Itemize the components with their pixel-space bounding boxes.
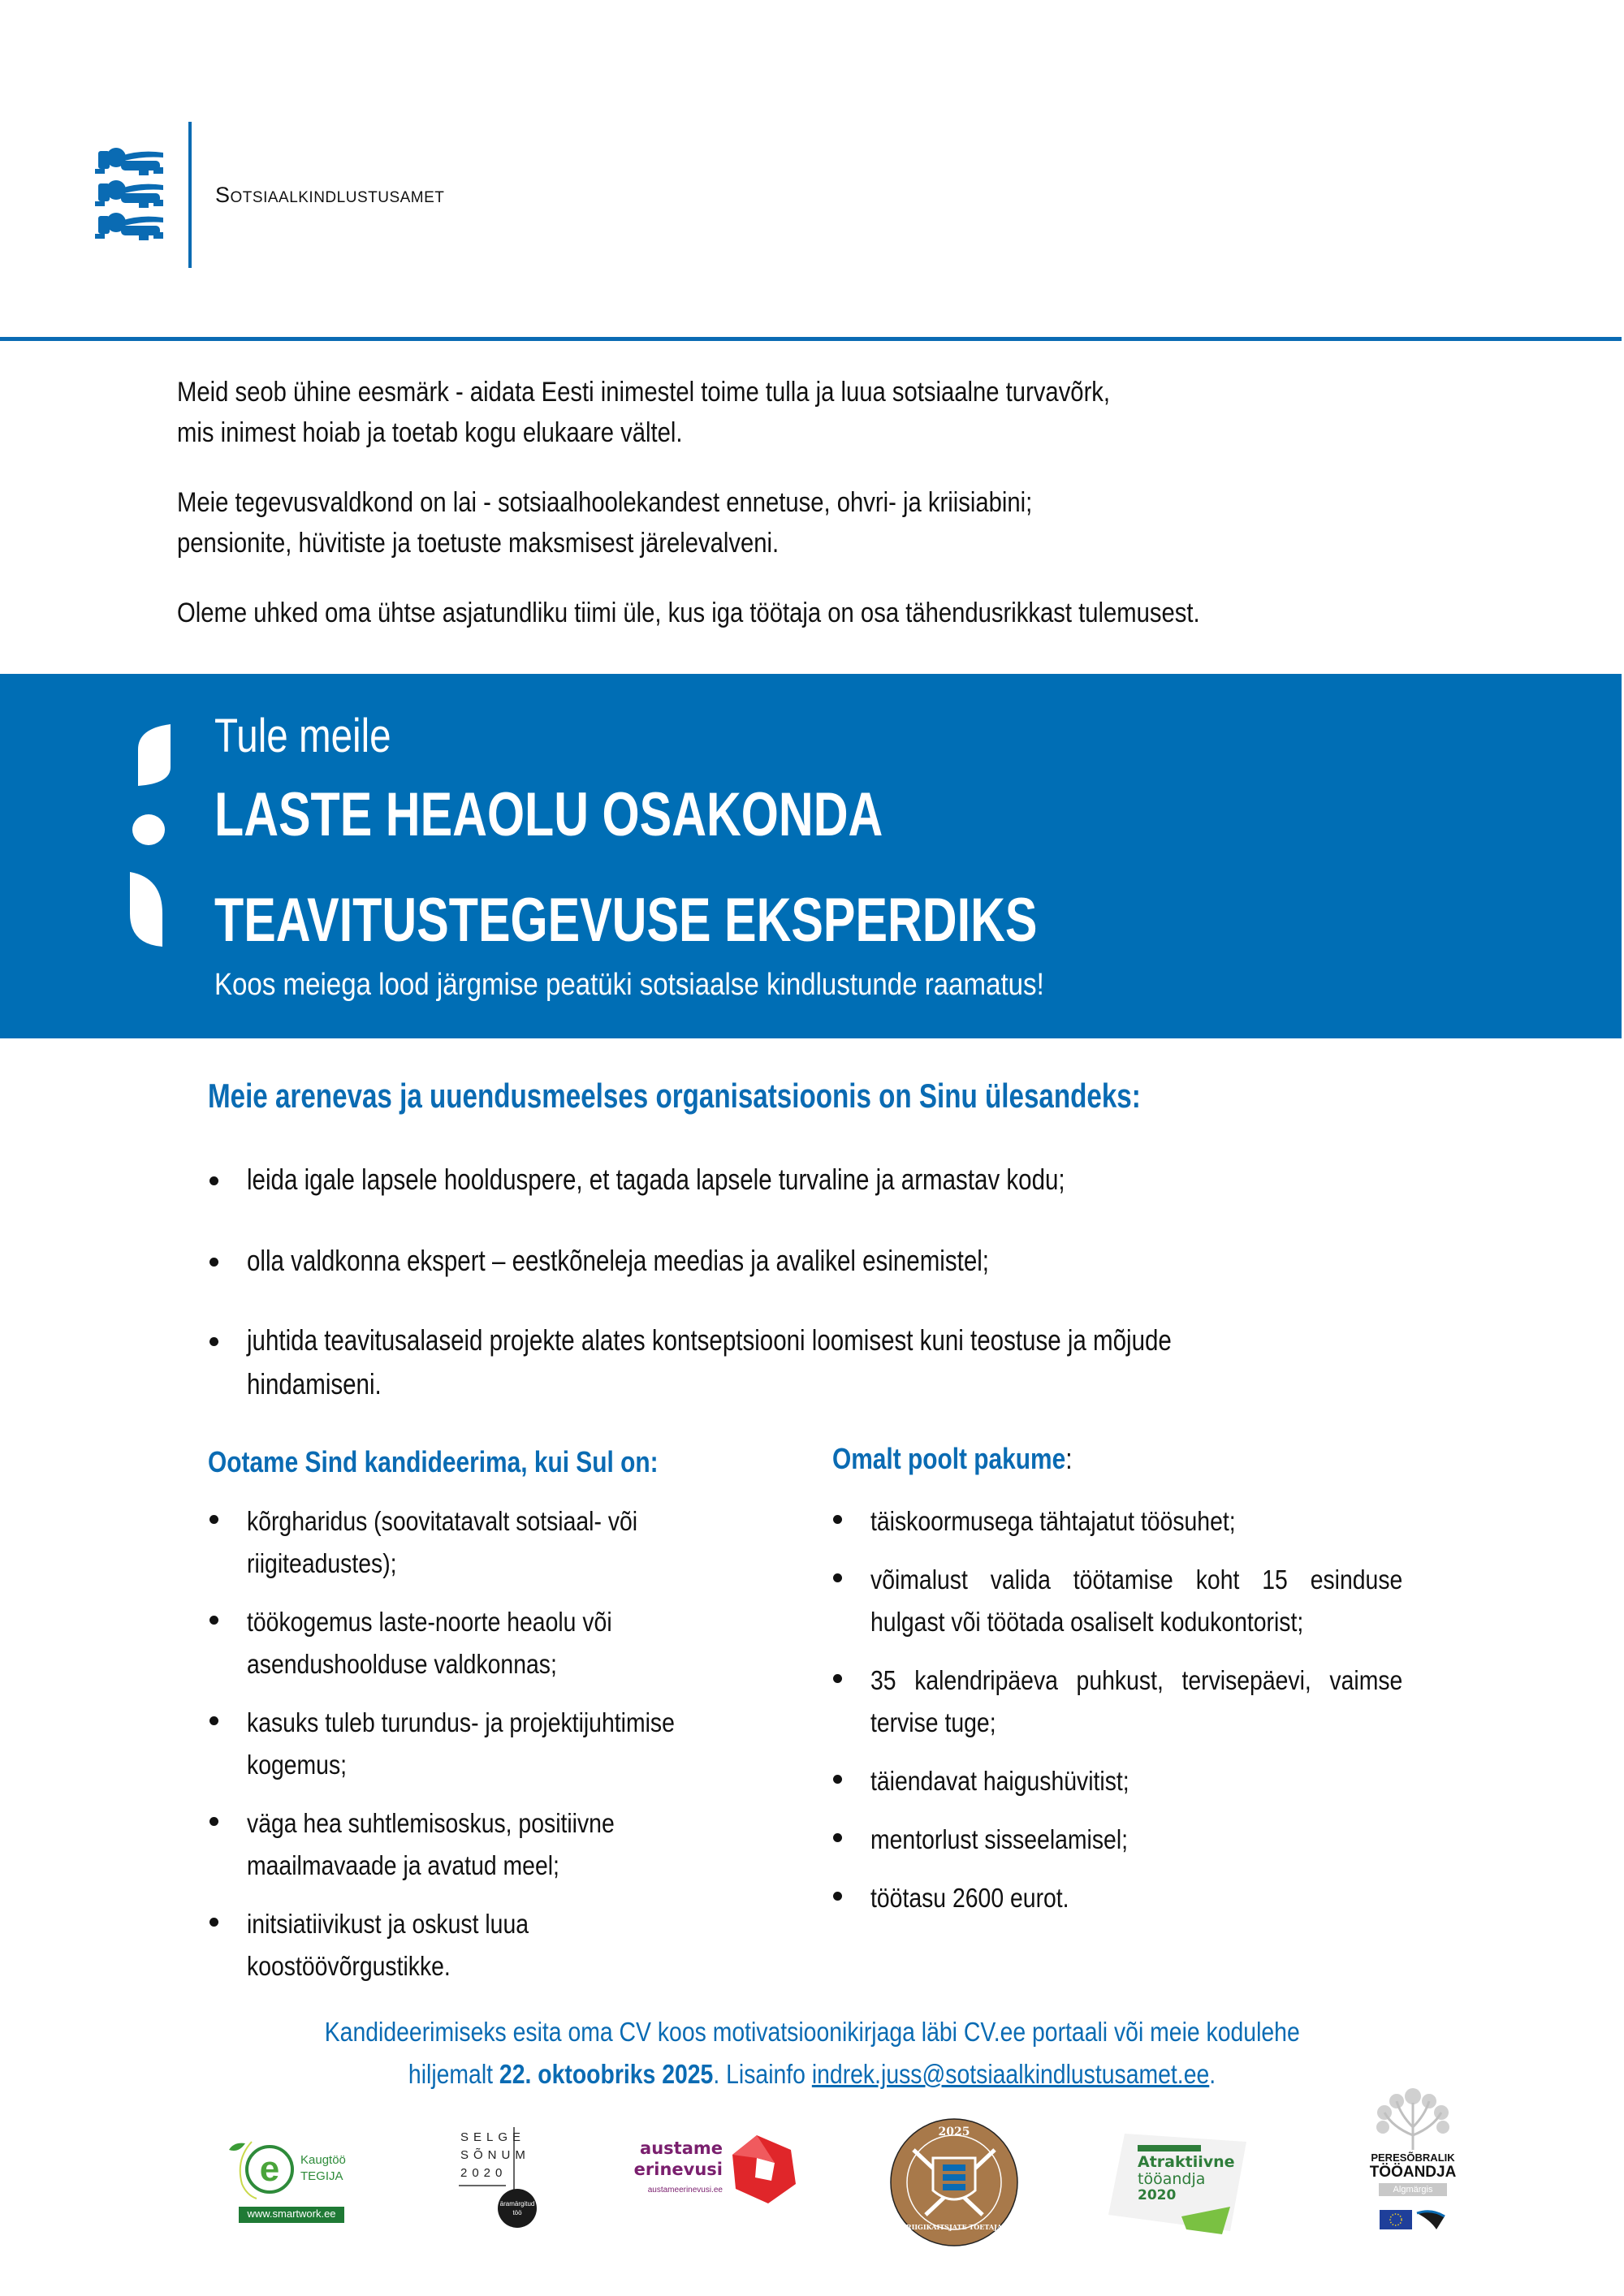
bullet-icon — [833, 1573, 842, 1582]
smartwork-url: www.smartwork.ee — [247, 2208, 336, 2220]
bullet-icon — [833, 1515, 842, 1524]
austame-erinevusi-logo — [625, 2135, 812, 2216]
bullet-icon — [833, 1892, 842, 1901]
riigikaitsjate-toetaja-logo — [889, 2117, 1019, 2247]
contact-prefix: . Lisainfo — [713, 2059, 812, 2089]
banner-title-line-1: LASTE HEAOLU OSAKONDA — [214, 780, 883, 849]
agency-name: Sotsiaalkindlustusamet — [215, 183, 445, 207]
item-line: maailmavaade ja avatud meel; — [247, 1850, 559, 1880]
selge-line1: SELGE — [460, 2130, 526, 2144]
item-line: tervise tuge; — [870, 1707, 996, 1737]
item-line: 35 kalendripäeva puhkust, tervisepäevi, vaimse — [870, 1665, 1403, 1695]
bullet-icon — [209, 1817, 218, 1826]
deadline-prefix: hiljemalt — [408, 2059, 499, 2089]
item-line: asendushoolduse valdkonnas; — [247, 1649, 557, 1679]
offer-item — [870, 1877, 1402, 1919]
atraktiivne-line1: Atraktiivne — [1138, 2153, 1235, 2171]
application-info-line-1 — [0, 2017, 1624, 2048]
atraktiivne-line3: 2020 — [1138, 2187, 1177, 2203]
requirement-item — [247, 1702, 736, 1786]
austame-line2: erinevusi — [633, 2160, 723, 2179]
item-line: initsiatiivikust ja oskust luua — [247, 1909, 529, 1939]
selge-sonum-logo — [459, 2127, 548, 2229]
bullet-icon — [209, 1337, 218, 1346]
offer-heading-colon: : — [1065, 1442, 1073, 1475]
austame-url: austameerinevusi.ee — [647, 2186, 723, 2195]
item-line: täiendavat haigushüvitist; — [870, 1766, 1129, 1796]
bullet-icon — [833, 1775, 842, 1784]
item-line: väga hea suhtlemisoskus, positiivne — [247, 1808, 615, 1838]
task-item: olla valdkonna ekspert – eestkõneleja meedias ja avalikel esinemistel; — [247, 1244, 990, 1277]
footer-period: . — [1209, 2059, 1216, 2089]
leaf-top-icon — [138, 724, 171, 786]
estonian-coat-of-arms-icon — [92, 145, 166, 242]
leaf-bottom-icon — [130, 872, 162, 947]
intro-line: Oleme uhked oma ühtse asjatundliku tiimi üle, kus iga töötaja on osa tähendusrikkast tulemusest. — [177, 598, 1200, 628]
bullet-icon — [209, 1176, 218, 1185]
requirement-item — [247, 1903, 736, 1987]
banner-subtitle: Koos meiega lood järgmise peatüki sotsiaalse kindlustunde raamatus! — [214, 968, 1044, 1002]
austame-line1: austame — [640, 2138, 723, 2158]
selge-badge2: töö — [512, 2209, 522, 2216]
tasks-heading: Meie arenevas ja uuendusmeelses organisatsioonis on Sinu ülesandeks: — [208, 1077, 1141, 1115]
intro-line: pensionite, hüvitiste ja toetuste maksmisest järelevalveni. — [177, 528, 780, 559]
atraktiivne-tooandja-logo — [1108, 2126, 1255, 2239]
requirements-heading: Ootame Sind kandideerima, kui Sul on: — [208, 1445, 659, 1478]
peresobralik-line1: PERESÕBRALIK — [1371, 2151, 1455, 2164]
header-rule — [0, 337, 1622, 341]
offer-heading-text: Omalt poolt pakume — [832, 1442, 1066, 1475]
bullet-icon — [209, 1616, 218, 1625]
leaf-icon — [229, 2143, 245, 2151]
contact-email-link[interactable]: indrek.juss@sotsiaalkindlustusamet.ee — [811, 2059, 1210, 2089]
banner-pretitle: Tule meile — [214, 710, 391, 762]
intro-line: Meid seob ühine eesmärk - aidata Eesti inimestel toime tulla ja luua sotsiaalne turvavõrk, — [177, 377, 1111, 408]
deadline-date: 22. oktoobriks 2025 — [499, 2059, 714, 2089]
banner-title-line-2: TEAVITUSTEGEVUSE EKSPERDIKS — [214, 886, 1038, 955]
bullet-icon — [833, 1674, 842, 1683]
smartwork-line2: TEGIJA — [300, 2169, 343, 2183]
riigikaitse-year: 2025 — [938, 2126, 970, 2138]
tree-icon — [1368, 2087, 1458, 2151]
peresobralik-line2: TÖÖANDJA — [1369, 2164, 1457, 2181]
item-line: riigiteadustes); — [247, 1548, 397, 1578]
requirement-item — [247, 1601, 736, 1685]
offer-item — [870, 1819, 1402, 1861]
application-info-line-2 — [0, 2059, 1624, 2090]
task-item: leida igale lapsele hoolduspere, et tagada lapsele turvaline ja armastav kodu; — [247, 1163, 1065, 1196]
item-line: kõrgharidus (soovitatavalt sotsiaal- või — [247, 1506, 638, 1536]
item-line: töökogemus laste-noorte heaolu või — [247, 1607, 612, 1637]
dot-icon — [132, 814, 165, 845]
item-line: kogemus; — [247, 1750, 348, 1780]
item-line: hulgast või töötada osaliselt kodukontorist; — [870, 1607, 1304, 1637]
application-deadline-line — [408, 2059, 1216, 2090]
svg-text:e: e — [259, 2149, 280, 2189]
item-line: täiskoormusega tähtajatut töösuhet; — [870, 1506, 1236, 1536]
task-item: juhtida teavitusalaseid projekte alates kontseptsiooni loomisest kuni teostuse ja mõjude — [247, 1323, 1172, 1357]
header-divider — [188, 122, 192, 268]
bullet-icon — [833, 1833, 842, 1842]
offer-item — [870, 1760, 1402, 1802]
item-line: võimalust valida töötamise koht 15 esinduse — [870, 1564, 1403, 1595]
intro-paragraph-1 — [177, 372, 1364, 453]
riigikaitse-ring-text: RIIGIKAITSJATE TOETAJA — [905, 2223, 1003, 2231]
bullet-icon — [209, 1716, 218, 1725]
bullet-icon — [209, 1515, 218, 1524]
intro-line: mis inimest hoiab ja toetab kogu elukaare vältel. — [177, 417, 683, 448]
bullet-icon — [209, 1258, 218, 1267]
intro-line: Meie tegevusvaldkond on lai - sotsiaalhoolekandest ennetuse, ohvri- ja kriisiabini; — [177, 487, 1033, 518]
offer-heading — [832, 1442, 1073, 1476]
application-text: Kandideerimiseks esita oma CV koos motivatsioonikirjaga läbi CV.ee portaali või meie kodulehe — [324, 2017, 1300, 2047]
item-line: mentorlust sisseelamisel; — [870, 1824, 1129, 1854]
offer-item — [870, 1500, 1402, 1543]
intro-paragraph-3 — [177, 593, 1364, 633]
selge-badge1: äramärgitud — [499, 2200, 535, 2208]
item-line: koostöövõrgustikke. — [247, 1951, 451, 1981]
smartwork-logo — [227, 2135, 365, 2233]
offer-item — [870, 1659, 1402, 1744]
red-cube-icon — [732, 2135, 797, 2203]
peresobralik-tooandja-logo — [1368, 2087, 1458, 2273]
bullet-icon — [209, 1918, 218, 1927]
atraktiivne-line2: tööandja — [1138, 2170, 1206, 2188]
peresobralik-badge: Algmärgis — [1379, 2183, 1447, 2196]
requirement-item — [247, 1802, 736, 1887]
item-line: töötasu 2600 eurot. — [870, 1883, 1069, 1913]
requirement-item — [247, 1500, 736, 1585]
lion-icon — [95, 148, 163, 175]
decorative-leaf-icon — [126, 719, 179, 954]
item-line: kasuks tuleb turundus- ja projektijuhtimise — [247, 1707, 675, 1737]
offer-item — [870, 1559, 1402, 1643]
eu-flag-icon — [1380, 2208, 1448, 2233]
selge-line2: SÕNUM — [460, 2148, 530, 2162]
task-item-continuation: hindamiseni. — [247, 1367, 382, 1400]
intro-paragraph-2 — [177, 482, 1364, 563]
smartwork-line1: Kaugtöö — [300, 2153, 346, 2167]
selge-line3: 2020 — [460, 2166, 508, 2180]
